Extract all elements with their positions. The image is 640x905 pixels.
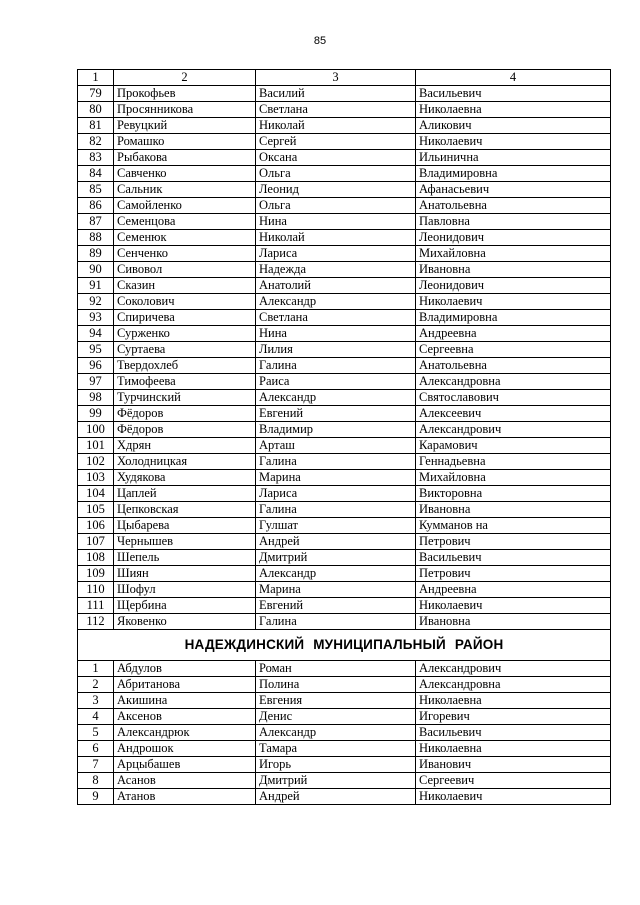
patronymic-cell: Иванович	[416, 757, 611, 773]
first-name-cell: Тамара	[256, 741, 416, 757]
row-number-cell: 93	[78, 310, 114, 326]
row-number-cell: 83	[78, 150, 114, 166]
patronymic-cell: Николаевна	[416, 693, 611, 709]
row-number-cell: 84	[78, 166, 114, 182]
patronymic-cell: Александрович	[416, 661, 611, 677]
table-row	[78, 486, 611, 502]
table-row	[78, 502, 611, 518]
table-row	[78, 230, 611, 246]
header-cell: 2	[114, 70, 256, 86]
row-number-cell: 87	[78, 214, 114, 230]
first-name-cell: Евгений	[256, 598, 416, 614]
surname-cell: Суртаева	[114, 342, 256, 358]
table-row	[78, 214, 611, 230]
patronymic-cell: Владимировна	[416, 310, 611, 326]
patronymic-cell: Анатольевна	[416, 358, 611, 374]
patronymic-cell: Николаевич	[416, 294, 611, 310]
first-name-cell: Леонид	[256, 182, 416, 198]
surname-cell: Рыбакова	[114, 150, 256, 166]
patronymic-cell: Карамович	[416, 438, 611, 454]
section-heading-row	[78, 630, 611, 661]
table-row	[78, 262, 611, 278]
table-row	[78, 661, 611, 677]
surname-cell: Савченко	[114, 166, 256, 182]
patronymic-cell: Анатольевна	[416, 198, 611, 214]
patronymic-cell: Леонидович	[416, 230, 611, 246]
patronymic-cell: Сергеевич	[416, 773, 611, 789]
row-number-cell: 97	[78, 374, 114, 390]
row-number-cell: 91	[78, 278, 114, 294]
first-name-cell: Владимир	[256, 422, 416, 438]
table-row	[78, 677, 611, 693]
surname-cell: Соколович	[114, 294, 256, 310]
first-name-cell: Гулшат	[256, 518, 416, 534]
surname-cell: Шиян	[114, 566, 256, 582]
row-number-cell: 104	[78, 486, 114, 502]
row-number-cell: 4	[78, 709, 114, 725]
first-name-cell: Андрей	[256, 789, 416, 805]
header-cell: 3	[256, 70, 416, 86]
patronymic-cell: Афанасьевич	[416, 182, 611, 198]
first-name-cell: Лариса	[256, 486, 416, 502]
first-name-cell: Василий	[256, 86, 416, 102]
first-name-cell: Нина	[256, 326, 416, 342]
row-number-cell: 89	[78, 246, 114, 262]
first-name-cell: Полина	[256, 677, 416, 693]
table-row	[78, 358, 611, 374]
row-number-cell: 7	[78, 757, 114, 773]
first-name-cell: Дмитрий	[256, 550, 416, 566]
patronymic-cell: Аликович	[416, 118, 611, 134]
patronymic-cell: Игоревич	[416, 709, 611, 725]
table-row	[78, 741, 611, 757]
table-row	[78, 470, 611, 486]
table-row	[78, 598, 611, 614]
patronymic-cell: Ивановна	[416, 262, 611, 278]
row-number-cell: 6	[78, 741, 114, 757]
first-name-cell: Арташ	[256, 438, 416, 454]
row-number-cell: 112	[78, 614, 114, 630]
first-name-cell: Дмитрий	[256, 773, 416, 789]
table-row	[78, 406, 611, 422]
first-name-cell: Светлана	[256, 102, 416, 118]
table-row	[78, 422, 611, 438]
patronymic-cell: Петрович	[416, 566, 611, 582]
surname-cell: Ревуцкий	[114, 118, 256, 134]
patronymic-cell: Сергеевна	[416, 342, 611, 358]
table-row	[78, 134, 611, 150]
roster-table	[77, 69, 611, 805]
first-name-cell: Евгений	[256, 406, 416, 422]
first-name-cell: Ольга	[256, 166, 416, 182]
table-row	[78, 550, 611, 566]
surname-cell: Сальник	[114, 182, 256, 198]
row-number-cell: 106	[78, 518, 114, 534]
row-number-cell: 96	[78, 358, 114, 374]
patronymic-cell: Владимировна	[416, 166, 611, 182]
row-number-cell: 102	[78, 454, 114, 470]
table-row	[78, 454, 611, 470]
table-row	[78, 757, 611, 773]
surname-cell: Фёдоров	[114, 406, 256, 422]
table-row	[78, 614, 611, 630]
first-name-cell: Оксана	[256, 150, 416, 166]
row-number-cell: 103	[78, 470, 114, 486]
surname-cell: Цепковская	[114, 502, 256, 518]
first-name-cell: Игорь	[256, 757, 416, 773]
first-name-cell: Надежда	[256, 262, 416, 278]
table-header-row	[78, 70, 611, 86]
surname-cell: Щербина	[114, 598, 256, 614]
table-row	[78, 566, 611, 582]
first-name-cell: Галина	[256, 358, 416, 374]
table-row	[78, 390, 611, 406]
row-number-cell: 100	[78, 422, 114, 438]
patronymic-cell: Николаевич	[416, 134, 611, 150]
surname-cell: Шепель	[114, 550, 256, 566]
surname-cell: Асанов	[114, 773, 256, 789]
table-row	[78, 86, 611, 102]
table-row	[78, 294, 611, 310]
patronymic-cell: Святославович	[416, 390, 611, 406]
table-row	[78, 166, 611, 182]
row-number-cell: 94	[78, 326, 114, 342]
surname-cell: Абританова	[114, 677, 256, 693]
row-number-cell: 5	[78, 725, 114, 741]
table-row	[78, 182, 611, 198]
surname-cell: Прокофьев	[114, 86, 256, 102]
first-name-cell: Лариса	[256, 246, 416, 262]
patronymic-cell: Николаевна	[416, 741, 611, 757]
first-name-cell: Лилия	[256, 342, 416, 358]
row-number-cell: 101	[78, 438, 114, 454]
first-name-cell: Марина	[256, 470, 416, 486]
surname-cell: Сивовол	[114, 262, 256, 278]
first-name-cell: Александр	[256, 390, 416, 406]
row-number-cell: 95	[78, 342, 114, 358]
first-name-cell: Галина	[256, 502, 416, 518]
first-name-cell: Николай	[256, 118, 416, 134]
row-number-cell: 85	[78, 182, 114, 198]
table-row	[78, 789, 611, 805]
surname-cell: Яковенко	[114, 614, 256, 630]
row-number-cell: 3	[78, 693, 114, 709]
first-name-cell: Николай	[256, 230, 416, 246]
row-number-cell: 81	[78, 118, 114, 134]
first-name-cell: Галина	[256, 614, 416, 630]
table-row	[78, 438, 611, 454]
surname-cell: Просянникова	[114, 102, 256, 118]
row-number-cell: 99	[78, 406, 114, 422]
patronymic-cell: Алексеевич	[416, 406, 611, 422]
first-name-cell: Нина	[256, 214, 416, 230]
first-name-cell: Галина	[256, 454, 416, 470]
row-number-cell: 107	[78, 534, 114, 550]
row-number-cell: 105	[78, 502, 114, 518]
patronymic-cell: Ивановна	[416, 502, 611, 518]
table-row	[78, 102, 611, 118]
section-heading: НАДЕЖДИНСКИЙ МУНИЦИПАЛЬНЫЙ РАЙОН	[78, 630, 611, 661]
patronymic-cell: Михайловна	[416, 470, 611, 486]
surname-cell: Сурженко	[114, 326, 256, 342]
row-number-cell: 110	[78, 582, 114, 598]
first-name-cell: Роман	[256, 661, 416, 677]
row-number-cell: 86	[78, 198, 114, 214]
row-number-cell: 88	[78, 230, 114, 246]
surname-cell: Хдрян	[114, 438, 256, 454]
patronymic-cell: Леонидович	[416, 278, 611, 294]
row-number-cell: 90	[78, 262, 114, 278]
first-name-cell: Евгения	[256, 693, 416, 709]
patronymic-cell: Александровна	[416, 374, 611, 390]
first-name-cell: Сергей	[256, 134, 416, 150]
table-row	[78, 725, 611, 741]
first-name-cell: Анатолий	[256, 278, 416, 294]
table-row	[78, 118, 611, 134]
surname-cell: Атанов	[114, 789, 256, 805]
row-number-cell: 80	[78, 102, 114, 118]
patronymic-cell: Николаевич	[416, 789, 611, 805]
surname-cell: Абдулов	[114, 661, 256, 677]
surname-cell: Цыбарева	[114, 518, 256, 534]
table-row	[78, 582, 611, 598]
surname-cell: Шофул	[114, 582, 256, 598]
table-row	[78, 693, 611, 709]
table-row	[78, 773, 611, 789]
patronymic-cell: Андреевна	[416, 582, 611, 598]
surname-cell: Спиричева	[114, 310, 256, 326]
surname-cell: Твердохлеб	[114, 358, 256, 374]
table-row	[78, 246, 611, 262]
surname-cell: Сказин	[114, 278, 256, 294]
surname-cell: Фёдоров	[114, 422, 256, 438]
table-row	[78, 709, 611, 725]
surname-cell: Самойленко	[114, 198, 256, 214]
patronymic-cell: Васильевич	[416, 86, 611, 102]
surname-cell: Турчинский	[114, 390, 256, 406]
row-number-cell: 109	[78, 566, 114, 582]
surname-cell: Аксенов	[114, 709, 256, 725]
patronymic-cell: Михайловна	[416, 246, 611, 262]
surname-cell: Андрошок	[114, 741, 256, 757]
patronymic-cell: Кумманов на	[416, 518, 611, 534]
table-row	[78, 326, 611, 342]
patronymic-cell: Геннадьевна	[416, 454, 611, 470]
table-row	[78, 374, 611, 390]
first-name-cell: Светлана	[256, 310, 416, 326]
table-row	[78, 342, 611, 358]
patronymic-cell: Андреевна	[416, 326, 611, 342]
row-number-cell: 9	[78, 789, 114, 805]
first-name-cell: Ольга	[256, 198, 416, 214]
row-number-cell: 108	[78, 550, 114, 566]
first-name-cell: Александр	[256, 725, 416, 741]
surname-cell: Ромашко	[114, 134, 256, 150]
patronymic-cell: Ивановна	[416, 614, 611, 630]
row-number-cell: 79	[78, 86, 114, 102]
patronymic-cell: Васильевич	[416, 550, 611, 566]
surname-cell: Семенюк	[114, 230, 256, 246]
surname-cell: Холодницкая	[114, 454, 256, 470]
patronymic-cell: Ильинична	[416, 150, 611, 166]
row-number-cell: 82	[78, 134, 114, 150]
header-cell: 4	[416, 70, 611, 86]
surname-cell: Сенченко	[114, 246, 256, 262]
first-name-cell: Денис	[256, 709, 416, 725]
header-cell: 1	[78, 70, 114, 86]
first-name-cell: Раиса	[256, 374, 416, 390]
surname-cell: Акишина	[114, 693, 256, 709]
surname-cell: Цаплей	[114, 486, 256, 502]
patronymic-cell: Васильевич	[416, 725, 611, 741]
row-number-cell: 2	[78, 677, 114, 693]
patronymic-cell: Павловна	[416, 214, 611, 230]
patronymic-cell: Петрович	[416, 534, 611, 550]
surname-cell: Александрюк	[114, 725, 256, 741]
first-name-cell: Александр	[256, 294, 416, 310]
patronymic-cell: Александрович	[416, 422, 611, 438]
surname-cell: Семенцова	[114, 214, 256, 230]
surname-cell: Чернышев	[114, 534, 256, 550]
first-name-cell: Марина	[256, 582, 416, 598]
row-number-cell: 98	[78, 390, 114, 406]
first-name-cell: Александр	[256, 566, 416, 582]
first-name-cell: Андрей	[256, 534, 416, 550]
patronymic-cell: Александровна	[416, 677, 611, 693]
patronymic-cell: Николаевна	[416, 102, 611, 118]
page-number: 85	[313, 35, 327, 47]
row-number-cell: 1	[78, 661, 114, 677]
table-row	[78, 198, 611, 214]
patronymic-cell: Викторовна	[416, 486, 611, 502]
table-row	[78, 310, 611, 326]
table-row	[78, 534, 611, 550]
table-row	[78, 278, 611, 294]
table-row	[78, 518, 611, 534]
surname-cell: Худякова	[114, 470, 256, 486]
row-number-cell: 92	[78, 294, 114, 310]
patronymic-cell: Николаевич	[416, 598, 611, 614]
row-number-cell: 111	[78, 598, 114, 614]
table-row	[78, 150, 611, 166]
row-number-cell: 8	[78, 773, 114, 789]
surname-cell: Арцыбашев	[114, 757, 256, 773]
surname-cell: Тимофеева	[114, 374, 256, 390]
